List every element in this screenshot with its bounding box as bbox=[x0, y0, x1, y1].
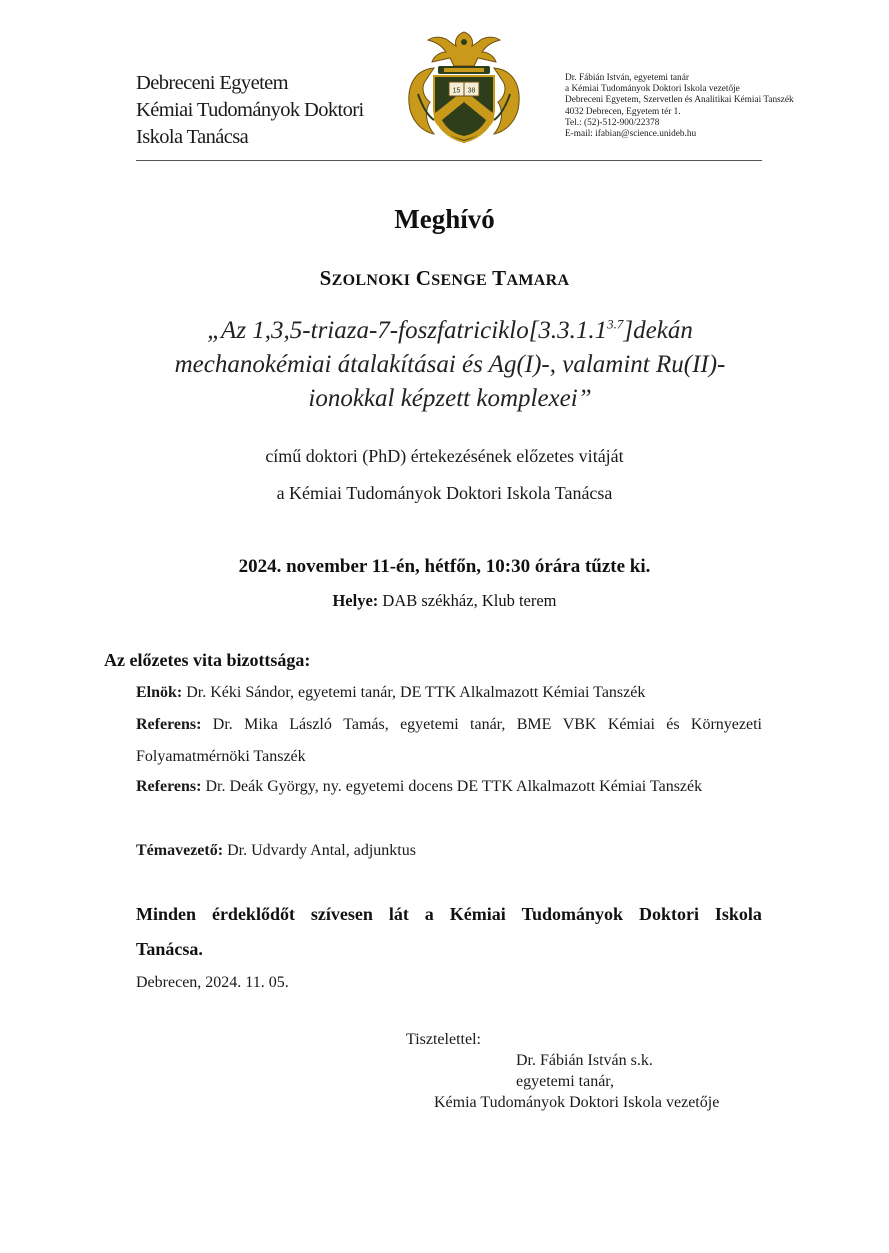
university-crest-logo bbox=[404, 28, 524, 146]
word: BME bbox=[516, 716, 552, 733]
signature-greeting: Tisztelettel: bbox=[406, 1031, 481, 1048]
word: Mika bbox=[244, 716, 278, 733]
closing-line-1 bbox=[136, 904, 762, 925]
supervisor-label: Témavezető: bbox=[136, 842, 224, 859]
crest-year-left: 15 bbox=[452, 87, 461, 95]
supervisor-value: Dr. Udvardy Antal, adjunktus bbox=[227, 842, 416, 859]
signature-name: Dr. Fábián István s.k. bbox=[516, 1052, 653, 1069]
institution-line: Iskola Tanácsa bbox=[136, 126, 249, 148]
word: Környezeti bbox=[690, 716, 762, 733]
word: tanár, bbox=[470, 716, 506, 733]
word: Dr. bbox=[212, 716, 233, 733]
name-initial: T bbox=[492, 266, 507, 290]
word: Iskola bbox=[714, 904, 762, 924]
name-initial: S bbox=[319, 266, 332, 290]
word: a bbox=[424, 904, 434, 924]
word: érdeklődőt bbox=[211, 904, 295, 924]
word: egyetemi bbox=[400, 716, 459, 733]
name-part: ZOLNOKI bbox=[331, 272, 411, 289]
institution-line: Kémiai Tudományok Doktori bbox=[136, 99, 364, 121]
chair-value: Dr. Kéki Sándor, egyetemi tanár, DE TTK Alkalmazott Kémiai Tanszék bbox=[186, 684, 646, 701]
contact-email: E-mail: ifabian@science.unideb.hu bbox=[565, 129, 697, 140]
committee-referee-2 bbox=[136, 778, 702, 796]
word: László bbox=[289, 716, 332, 733]
institution-name bbox=[136, 70, 364, 151]
thesis-line-1 bbox=[110, 314, 790, 348]
signature-position: egyetemi tanár, bbox=[516, 1073, 614, 1090]
contact-block bbox=[565, 73, 794, 140]
thesis-text: ]dekán bbox=[623, 317, 693, 344]
referee-label: Referens: bbox=[136, 778, 202, 795]
committee-referee-1-cont: Folyamatmérnöki Tanszék bbox=[136, 748, 306, 765]
referee-value: Dr. Deák György, ny. egyetemi docens DE TTK Alkalmazott Kémiai Tanszék bbox=[205, 778, 703, 795]
header-divider bbox=[136, 160, 762, 161]
intro-line: a Kémiai Tudományok Doktori Iskola Tanácsa bbox=[276, 483, 613, 503]
signature-role: Kémia Tudományok Doktori Iskola vezetője bbox=[434, 1094, 720, 1111]
word: Doktori bbox=[638, 904, 699, 924]
thesis-line-2: mechanokémiai átalakításai és Ag(I)-, valamint Ru(II)- bbox=[174, 351, 726, 378]
thesis-superscript: 3.7 bbox=[607, 316, 624, 332]
name-part: SENGE bbox=[431, 272, 487, 289]
committee-heading: Az előzetes vita bizottsága: bbox=[104, 650, 311, 670]
thesis-text: „Az 1,3,5-triaza-7-foszfatriciklo[3.3.1.1 bbox=[207, 317, 608, 344]
word: VBK bbox=[562, 716, 597, 733]
word: és bbox=[666, 716, 680, 733]
candidate-name bbox=[0, 266, 889, 291]
word: lát bbox=[388, 904, 409, 924]
closing-line-2: Tanácsa. bbox=[136, 939, 203, 959]
word: Tamás, bbox=[343, 716, 389, 733]
place-label: Helye: bbox=[332, 591, 379, 610]
thesis-title bbox=[110, 314, 790, 416]
event-date: 2024. november 11-én, hétfőn, 10:30 órára tűzte ki. bbox=[238, 556, 651, 577]
page-title: Meghívó bbox=[394, 204, 495, 234]
contact-line: Debreceni Egyetem, Szervetlen és Analitikai Kémiai Tanszék bbox=[565, 95, 794, 106]
contact-line: a Kémiai Tudományok Doktori Iskola vezetője bbox=[565, 84, 740, 95]
referee-label: Referens: bbox=[136, 716, 202, 733]
contact-line: Dr. Fábián István, egyetemi tanár bbox=[565, 73, 689, 83]
word: Tudományok bbox=[521, 904, 624, 924]
institution-line: Debreceni Egyetem bbox=[136, 72, 289, 94]
name-part: AMARA bbox=[506, 272, 570, 289]
word: Kémiai bbox=[607, 716, 655, 733]
intro-line: című doktori (PhD) értekezésének előzetes vitáját bbox=[265, 446, 624, 466]
chair-label: Elnök: bbox=[136, 684, 183, 701]
committee-chair bbox=[136, 684, 645, 702]
word: Kémiai bbox=[449, 904, 506, 924]
word: szívesen bbox=[310, 904, 373, 924]
crest-year-right: 38 bbox=[467, 87, 476, 95]
word: Minden bbox=[136, 904, 197, 924]
name-initial: C bbox=[415, 266, 432, 290]
place-and-date: Debrecen, 2024. 11. 05. bbox=[136, 974, 289, 991]
contact-line: Tel.: (52)-512-900/22378 bbox=[565, 117, 660, 128]
place-value: DAB székház, Klub terem bbox=[382, 591, 557, 610]
thesis-line-3: ionokkal képzett komplexei” bbox=[308, 385, 592, 412]
committee-referee-1 bbox=[136, 716, 762, 734]
supervisor bbox=[136, 842, 416, 860]
event-place bbox=[0, 591, 889, 611]
contact-line: 4032 Debrecen, Egyetem tér 1. bbox=[565, 106, 681, 117]
